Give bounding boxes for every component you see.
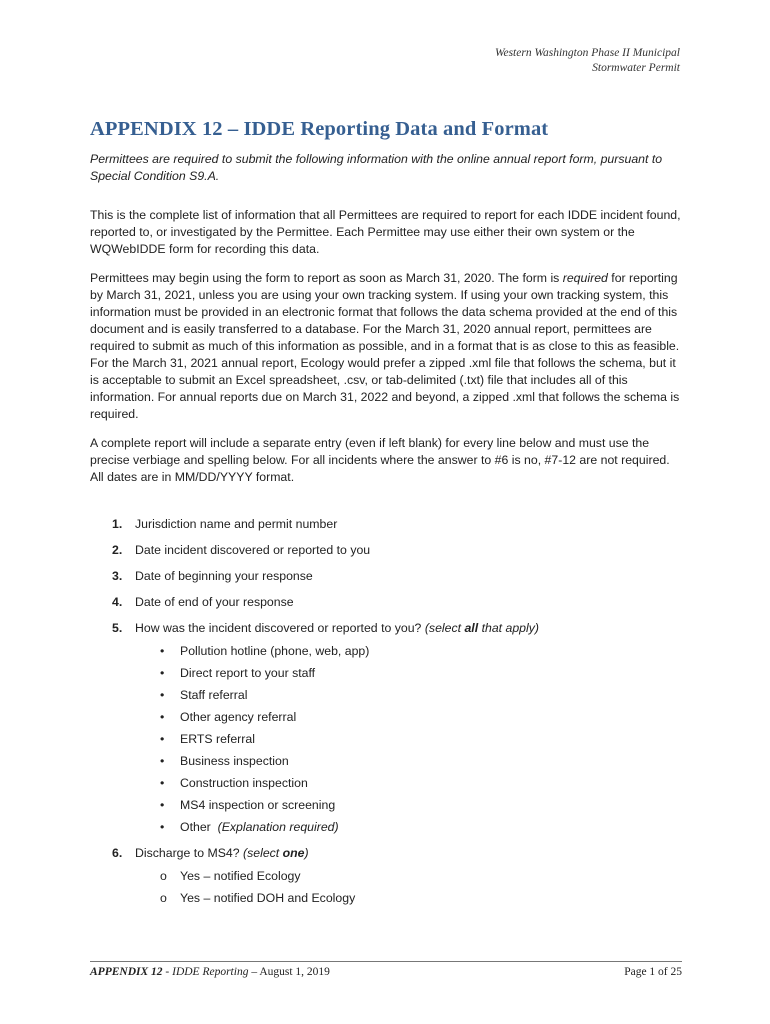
running-header: [495, 46, 680, 76]
note-end: that apply): [478, 621, 539, 635]
bullet-icon: •: [160, 710, 165, 724]
item-text: Jurisdiction name and permit number: [135, 517, 338, 531]
option-item: [135, 709, 682, 726]
list-item: [90, 542, 682, 559]
bullet-icon: •: [160, 732, 165, 746]
discovery-options-list: [135, 643, 682, 836]
item-text: Discharge to MS4?: [135, 846, 240, 860]
item-text: Date of end of your response: [135, 595, 294, 609]
note-emphasis: one: [282, 846, 305, 860]
option-item: [135, 775, 682, 792]
option-text: MS4 inspection or screening: [180, 798, 336, 812]
note-end: ): [304, 846, 309, 860]
option-item: [135, 819, 682, 836]
note-emphasis: all: [464, 621, 479, 635]
option-text: Other: [180, 820, 211, 834]
note-start: (select: [424, 621, 465, 635]
item-number: 4.: [112, 595, 123, 609]
item-number: 1.: [112, 517, 123, 531]
option-text: Construction inspection: [180, 776, 308, 790]
option-text: Other agency referral: [180, 710, 297, 724]
list-item: [90, 594, 682, 611]
footer-appendix: APPENDIX 12: [90, 966, 163, 978]
option-text: Staff referral: [180, 688, 248, 702]
bullet-icon: •: [160, 798, 165, 812]
list-item: [90, 568, 682, 585]
option-item: [135, 687, 682, 704]
document-body: [90, 151, 682, 916]
option-text: Business inspection: [180, 754, 289, 768]
option-text: ERTS referral: [180, 732, 255, 746]
circle-bullet-icon: o: [160, 869, 167, 883]
footer-date: – August 1, 2019: [248, 966, 330, 978]
page-number: Page 1 of 25: [624, 966, 682, 978]
intro-paragraph: Permittees are required to submit the following information with the online annual report form, pursuant to Special Condition S9.A.: [90, 152, 663, 183]
option-item: [135, 753, 682, 770]
discharge-options-list: [135, 868, 682, 907]
page-footer: [90, 961, 682, 978]
item-number: 3.: [112, 569, 123, 583]
list-item: [90, 516, 682, 533]
paragraph-3: A complete report will include a separate entry (even if left blank) for every line below and must use the precise verbiage and spelling below. For all incidents where the answer to #6 is no, #7-12 are not required. All dates are in MM/DD/YYYY format.: [90, 436, 670, 484]
header-line-2: Stormwater Permit: [592, 62, 680, 74]
option-item: [135, 868, 682, 885]
option-item: [135, 797, 682, 814]
option-item: [135, 890, 682, 907]
option-text: Direct report to your staff: [180, 666, 316, 680]
paragraph-2-emphasis: required: [562, 271, 608, 285]
reporting-items-list: [90, 516, 682, 907]
footer-subject: - IDDE Reporting: [162, 966, 249, 978]
paragraph-2-start: Permittees may begin using the form to report as soon as March 31, 2020. The form is: [90, 271, 563, 285]
paragraph-1: This is the complete list of information that all Permittees are required to report for each IDDE incident found, reported to, or investigated by the Permittee. Each Permittee may use either their own system or the WQWebIDDE form for recording this data.: [90, 208, 681, 256]
footer-left: [90, 966, 248, 978]
item-number: 5.: [112, 621, 123, 635]
list-item: [90, 845, 682, 907]
item-note: [425, 621, 539, 635]
list-item: [90, 620, 682, 836]
option-text: Yes – notified DOH and Ecology: [180, 891, 356, 905]
item-number: 6.: [112, 846, 123, 860]
page-title: APPENDIX 12 – IDDE Reporting Data and Format: [90, 118, 549, 140]
note-start: (select: [243, 846, 283, 860]
bullet-icon: •: [160, 776, 165, 790]
paragraph-2: [90, 270, 682, 423]
item-text: How was the incident discovered or reported to you?: [135, 621, 422, 635]
header-line-1: Western Washington Phase II Municipal: [494, 47, 680, 59]
bullet-icon: •: [160, 754, 165, 768]
option-item: [135, 731, 682, 748]
option-note: (Explanation required): [217, 820, 339, 834]
item-note: [243, 846, 309, 860]
bullet-icon: •: [160, 666, 165, 680]
option-text: Yes – notified Ecology: [180, 869, 301, 883]
bullet-icon: •: [160, 644, 165, 658]
bullet-icon: •: [160, 688, 165, 702]
item-number: 2.: [112, 543, 123, 557]
item-text: Date incident discovered or reported to you: [135, 543, 371, 557]
bullet-icon: •: [160, 820, 165, 834]
circle-bullet-icon: o: [160, 891, 167, 905]
option-item: [135, 643, 682, 660]
option-text: Pollution hotline (phone, web, app): [180, 644, 370, 658]
paragraph-2-end: for reporting by March 31, 2021, unless you are using your own tracking system. If using your own tracking system, this information must be provided in an electronic format that follows the data schema provided at the end of this document and is easily transferred to a database. For the March 31, 2020 annual report, permittees are required to submit as much of this information as possible, and in a format that is as close to this as feasible. For the March 31, 2021 annual report, Ecology would prefer a zipped .xml file that follows the schema, but it is acceptable to submit an Excel spreadsheet, .csv, or tab-delimited (.txt) file that includes all of this information. For annual reports due on March 31, 2022 and beyond, a zipped .xml that follows the schema is required.: [90, 271, 680, 421]
item-text: Date of beginning your response: [135, 569, 313, 583]
option-item: [135, 665, 682, 682]
